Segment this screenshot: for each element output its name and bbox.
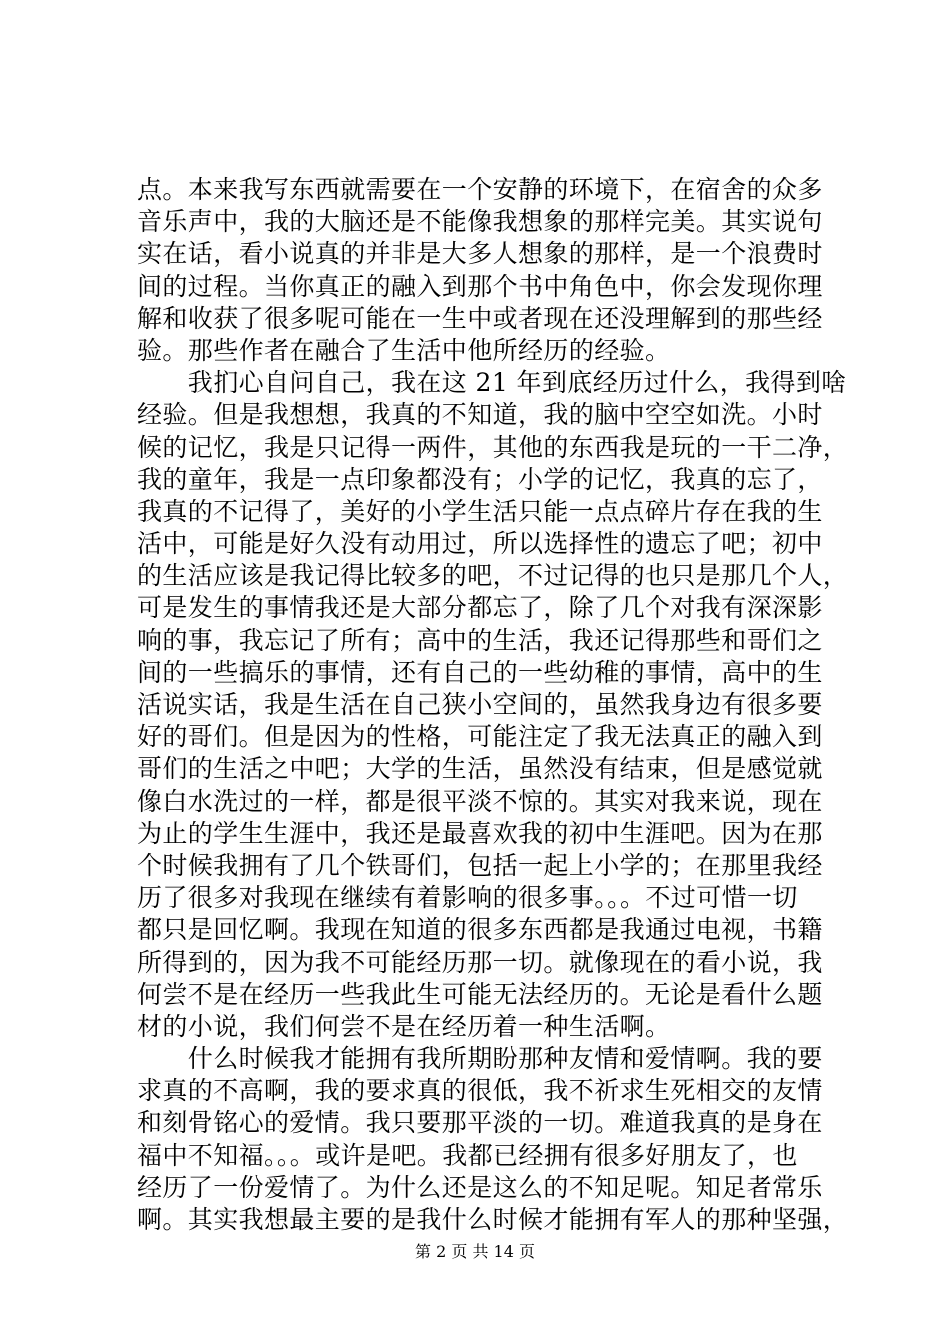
text-line: 活中，可能是好久没有动用过，所以选择性的遗忘了吧；初中 [137,529,823,559]
text-line: 可是发生的事情我还是大部分都忘了，除了几个对我有深深影 [137,593,823,623]
page-total: 共 14 页 [472,1242,535,1261]
text-line: 什么时候我才能拥有我所期盼那种友情和爱情啊。我的要 [137,1044,823,1074]
text-line: 所得到的，因为我不可能经历那一切。就像现在的看小说，我 [137,947,823,977]
text-line: 个时候我拥有了几个铁哥们，包括一起上小学的；在那里我经 [137,850,823,880]
text-line: 福中不知福。。。或许是吧。我都已经拥有很多好朋友了，也 [137,1140,798,1170]
text-line: 和刻骨铭心的爱情。我只要那平淡的一切。难道我真的是身在 [137,1108,823,1138]
text-line: 间的一些搞乐的事情，还有自己的一些幼稚的事情，高中的生 [137,657,823,687]
text-line: 经历了一份爱情了。为什么还是这么的不知足呢。知足者常乐 [137,1172,823,1202]
text-line: 都只是回忆啊。我现在知道的很多东西都是我通过电视，书籍 [137,915,823,945]
page-number: 第 2 页 [415,1242,468,1261]
text-line: 何尝不是在经历一些我此生可能无法经历的。无论是看什么题 [137,979,823,1009]
text-line: 好的哥们。但是因为的性格，可能注定了我无法真正的融入到 [137,722,823,752]
text-line: 间的过程。当你真正的融入到那个书中角色中，你会发现你理 [137,271,823,301]
text-line: 我真的不记得了，美好的小学生活只能一点点碎片存在我的生 [137,496,823,526]
body-text [137,174,849,1236]
text-line: 点。本来我写东西就需要在一个安静的环境下，在宿舍的众多 [137,175,823,204]
text-line: 实在话，看小说真的并非是大多人想象的那样，是一个浪费时 [137,239,823,269]
text-line: 材的小说，我们何尝不是在经历着一种生活啊。 [137,1011,671,1041]
text-line: 啊。其实我想最主要的是我什么时候才能拥有军人的那种坚强， [137,1205,849,1234]
text-line: 像白水洗过的一样，都是很平淡不惊的。其实对我来说，现在 [137,786,823,816]
text-line: 的生活应该是我记得比较多的吧，不过记得的也只是那几个人， [137,561,849,591]
text-line: 为止的学生生涯中，我还是最喜欢我的初中生涯吧。因为在那 [137,818,823,848]
text-line: 我扪心自问自己，我在这 21 年到底经历过什么，我得到啥 [137,368,847,398]
text-line: 哥们的生活之中吧；大学的生活，虽然没有结束，但是感觉就 [137,754,823,784]
text-line: 经验。但是我想想，我真的不知道，我的脑中空空如洗。小时 [137,400,823,430]
text-line: 历了很多对我现在继续有着影响的很多事。。。不过可惜一切 [137,883,798,913]
text-line: 音乐声中，我的大脑还是不能像我想象的那样完美。其实说句 [137,207,823,237]
text-line: 活说实话，我是生活在自己狭小空间的，虽然我身边有很多要 [137,690,823,719]
text-line: 我的童年，我是一点印象都没有；小学的记忆，我真的忘了， [137,464,823,494]
text-line: 候的记忆，我是只记得一两件，其他的东西我是玩的一干二净， [137,432,849,462]
page-footer [0,1241,950,1263]
text-line: 解和收获了很多呢可能在一生中或者现在还没理解到的那些经 [137,303,823,333]
text-line: 求真的不高啊，我的要求真的很低，我不祈求生死相交的友情 [137,1076,823,1106]
text-line: 验。那些作者在融合了生活中他所经历的经验。 [137,335,671,365]
text-line: 响的事，我忘记了所有；高中的生活，我还记得那些和哥们之 [137,625,823,655]
